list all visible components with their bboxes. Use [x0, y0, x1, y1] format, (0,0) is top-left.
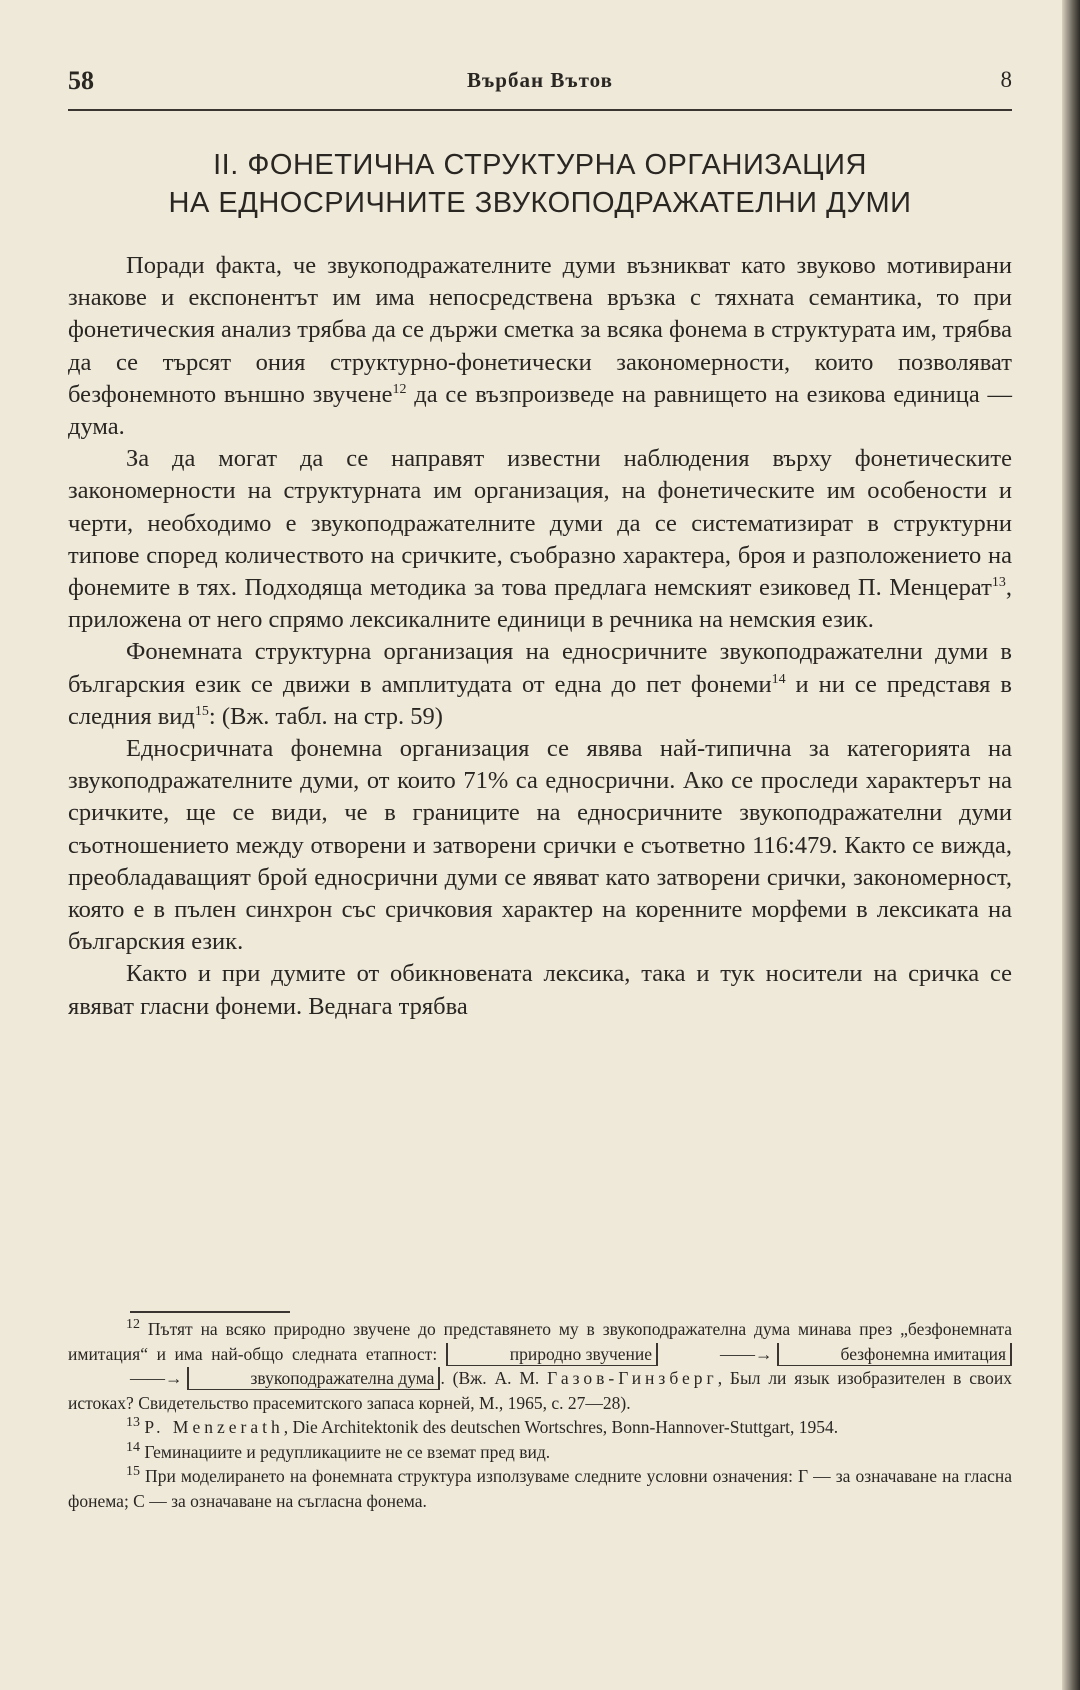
footnote-12-cite: . (Вж. А. М. [440, 1368, 548, 1388]
paragraph-1-end: да се възпроизведе на равнището на езикова единица — дума. [68, 380, 1012, 441]
footnote-13-author: P. Menzerath [144, 1417, 284, 1437]
paragraph-4: Едносричната фонемна организация се явява най-типична за категорията на звукоподражателните думи, от които 71% са едносрични. Ако се проследи характерът на сричките, ще се види, че в границите на едносричните звукоподражателни думи съотношението между отворени и затворени срички е съответно 116:479. Както се вижда, преобладаващият брой едносрични думи се явяват като затворени срички, закономерност, която е в пълен синхрон със сричковия характер на коренните морфеми в лексиката на българския език. [68, 735, 1012, 956]
footnote-13-number: 13 [126, 1415, 140, 1431]
footnote-ref-13: 13 [991, 574, 1006, 590]
footnote-12-text: Пътят на всяко природно звучене до представянето му в звукоподражателна дума минава през „безфонемната имитация“ и има най-общо следната етапност: [68, 1319, 1012, 1364]
section-title [68, 146, 1012, 222]
paragraph-3-end: : (Вж. табл. на стр. 59) [208, 702, 443, 730]
footnote-12-number: 12 [126, 1317, 140, 1333]
stage-natural-sound: природно звучение [446, 1343, 658, 1366]
title-line-2: НА ЕДНОСРИЧНИТЕ ЗВУКОПОДРАЖАТЕЛНИ ДУМИ [168, 187, 912, 219]
footnote-ref-15: 15 [194, 703, 209, 719]
arrow-icon: ——→ [130, 1368, 183, 1388]
footnote-15-text: При моделирането на фонемната структура използуваме следните условни означения: Г — за означаване на гласна фонема; С — за означаване на съгласна фонема. [68, 1466, 1012, 1511]
body-text [68, 250, 1012, 1023]
paragraph-3-mid: и ни се представя в следния вид [68, 670, 1012, 730]
footnote-rule [130, 1311, 290, 1313]
footnote-ref-14: 14 [771, 671, 786, 687]
title-line-1: II. ФОНЕТИЧНА СТРУКТУРНА ОРГАНИЗАЦИЯ [213, 149, 867, 181]
paragraph-2 [68, 443, 1012, 636]
footnotes [68, 1317, 1012, 1513]
paragraph-3 [68, 636, 1012, 733]
stage-onomatopoeic-word: звукоподражателна дума [187, 1367, 441, 1390]
footnote-14-text: Геминациите и редупликациите не се вземат пред вид. [140, 1441, 551, 1462]
page-header [68, 66, 1012, 106]
footnote-ref-12: 12 [392, 381, 407, 397]
sheet-number: 8 [1000, 67, 1012, 92]
header-rule [68, 109, 1012, 111]
footnote-13-text: , Die Architektonik des deutschen Wortschres, Bonn-Hannover-Stuttgart, 1954. [283, 1417, 839, 1437]
footnote-14 [68, 1440, 1012, 1465]
footnote-15-number: 15 [126, 1464, 140, 1480]
footnote-13 [68, 1415, 1012, 1440]
page-number: 58 [68, 66, 94, 95]
stage-nonphonemic-imitation: безфонемна имитация [777, 1343, 1012, 1366]
footnote-12-source: , Был ли язык изобразителен в своих истоках? Свидетельство прасемитского запаса корней, М., 1965, с. 27—28). [68, 1368, 1012, 1413]
paragraph-2-end: , приложена от него спрямо лексикалните единици в речника на немския език. [68, 574, 1012, 634]
footnote-12 [68, 1317, 1012, 1415]
footnote-15 [68, 1464, 1012, 1513]
arrow-icon: ——→ [720, 1343, 773, 1364]
book-spine-shadow [1062, 0, 1080, 1690]
footnote-12-author: Газов-Гинзберг [547, 1368, 718, 1388]
paragraph-2-text: За да могат да се направят известни наблюдения върху фонетическите закономерности на структурната им организация, на фонетическите им особености и черти, необходимо е звукоподражателните думи да се систематизират в структурни типове според количеството на сричките, съобразно характера, броя и разположението на фонемите в тях. Подходяща методика за това предлага немският езиковед П. Менцерат [68, 445, 1012, 602]
footnote-14-number: 14 [126, 1439, 140, 1455]
paragraph-1 [68, 250, 1012, 443]
running-head: Върбан Вътов [467, 68, 613, 92]
paragraph-3-text: Фонемната структурна организация на едносричните звукоподражателни думи в българския език се движи в амплитудата от една до пет фонеми [68, 638, 1012, 698]
paragraph-1-text: Поради факта, че звукоподражателните думи възникват като звуково мотивирани знакове и експонентът им има непосредствена връзка с тяхната семантика, то при фонетическия анализ трябва да се държи сметка за всяка фонема в структурата им, трябва да се търсят ония структурно-фонетически закономерности, които позволяват безфонемното външно звучене [68, 252, 1012, 408]
paragraph-5: Както и при думите от обикновената лексика, така и тук носители на сричка се явяват гласни фонеми. Веднага трябва [68, 960, 1012, 1020]
